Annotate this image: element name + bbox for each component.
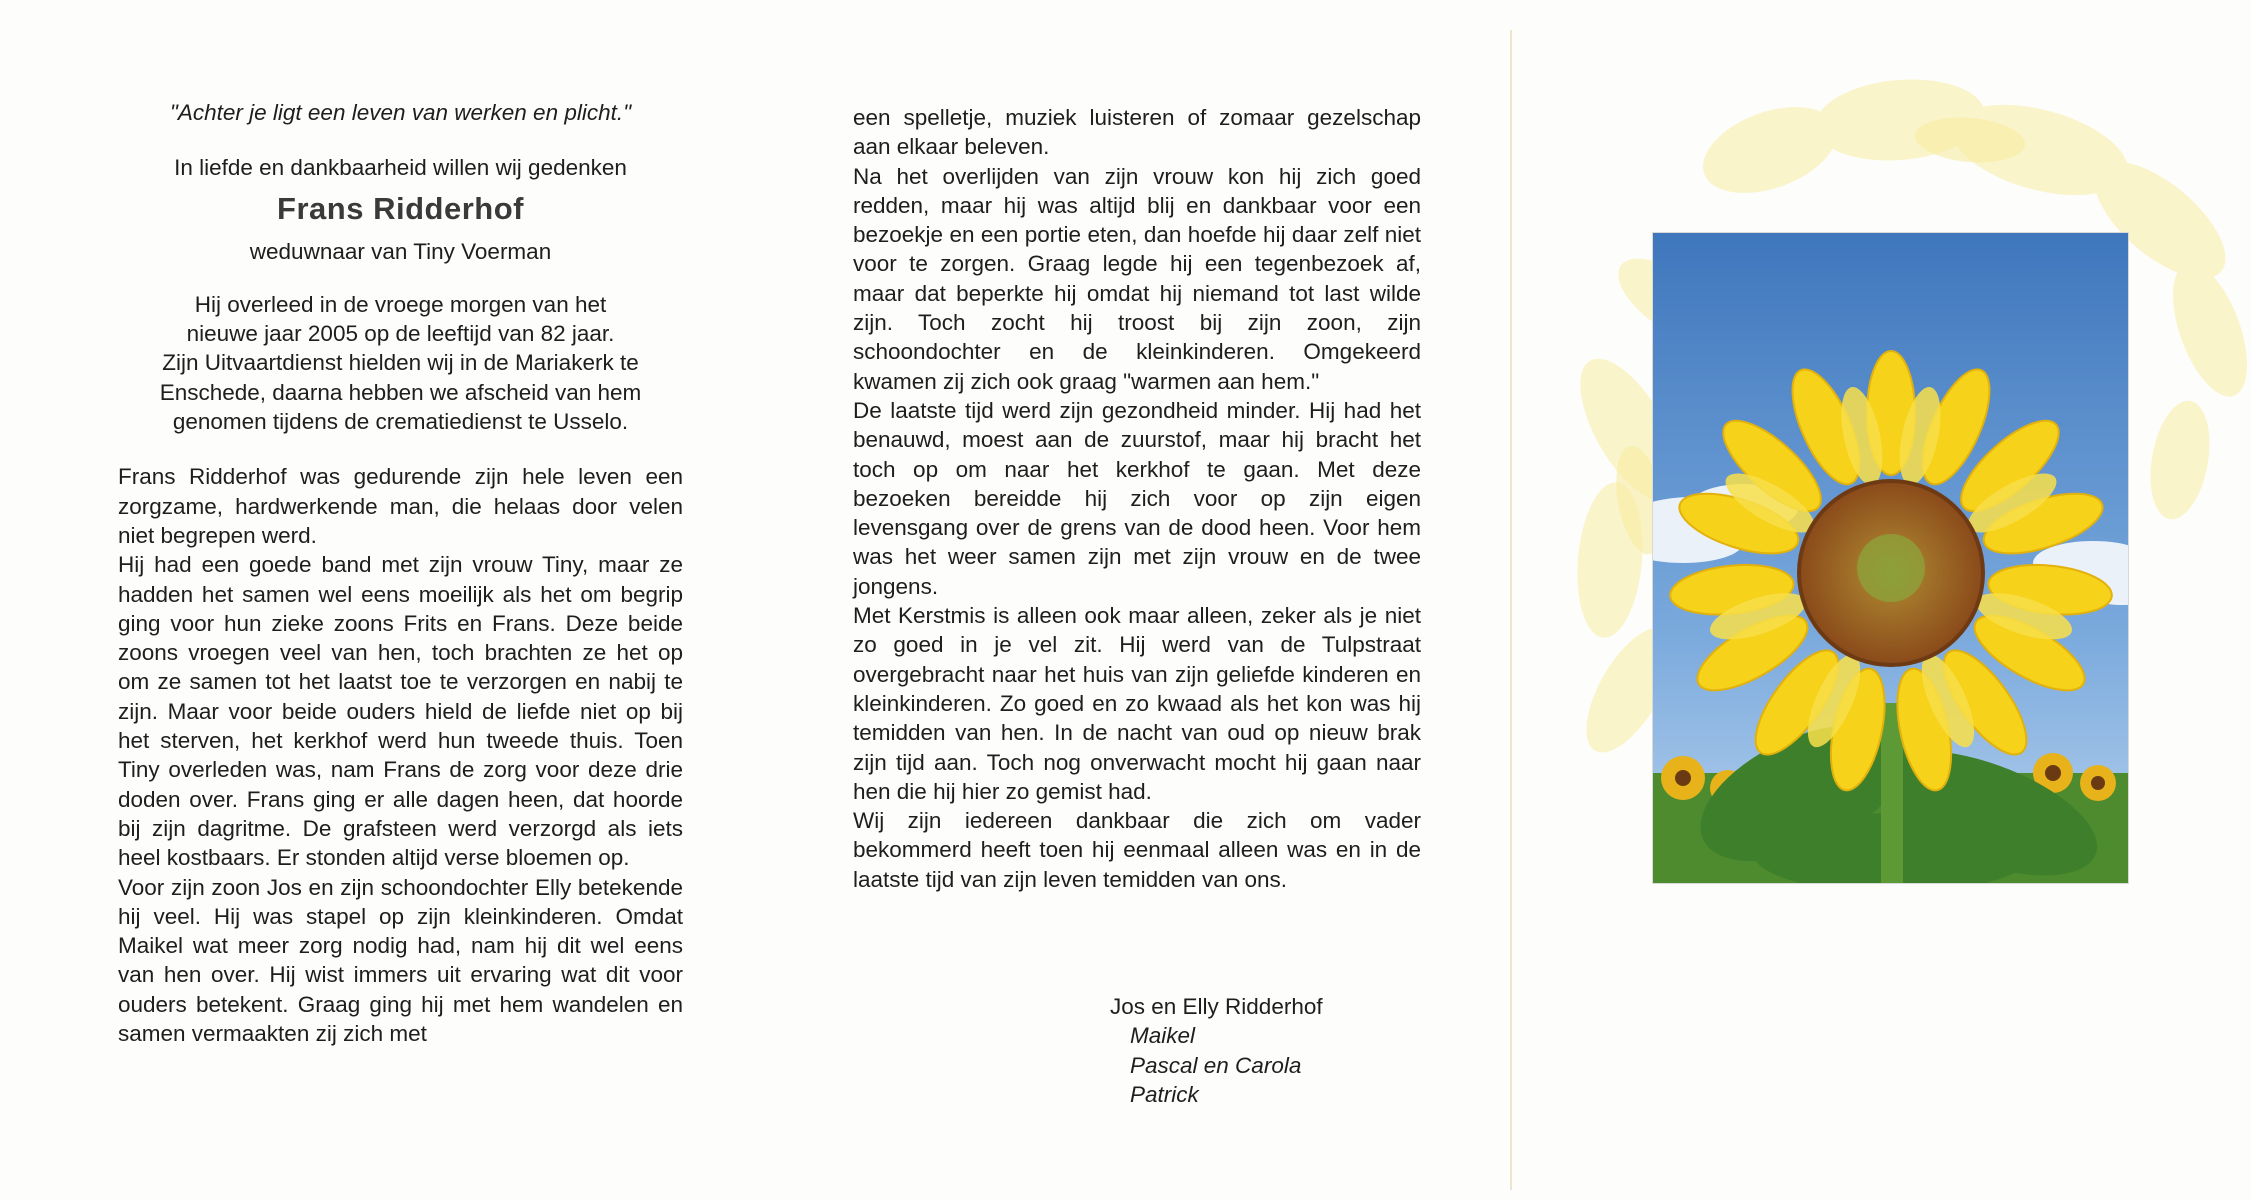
sunflower-image <box>1653 233 2128 883</box>
intro-text: In liefde en dankbaarheid willen wij gedenken <box>174 155 627 181</box>
family-signature <box>1110 992 1323 1109</box>
biography-paragraph: Na het overlijden van zijn vrouw kon hij zich goed redden, maar hij was altijd blij en dankbaar voor een bezoekje en een portie eten, dan hoefde hij daar zelf niet voor te zorgen. Graag legde hij een tegenbezoek af, maar dat beperkte hij omdat hij niemand tot last wilde zijn. Toch zocht hij troost bij zijn zoon, zijn schoondochter en de kleinkinderen. Omgekeerd kwamen zij zich ook graag "warmen aan hem." <box>853 163 1421 394</box>
death-line: Enschede, daarna hebben we afscheid van hem <box>159 379 642 405</box>
motto-quote: "Achter je ligt een leven van werken en plicht." <box>169 100 632 125</box>
biography-left <box>118 462 683 1048</box>
biography-middle <box>853 103 1421 806</box>
biography-paragraph: Hij had een goede band met zijn vrouw Tiny, maar ze hadden het samen wel eens moeilijk als het om begrip ging voor hun zieke zoons Frits en Frans. Deze beide zoons vroegen veel van hen, toch brachten ze het op om ze samen tot het laatst toe te verzorgen en nabij te zijn. Maar voor beide ouders hield de liefde niet op bij het sterven, het kerkhof werd hun tweede thuis. Toen Tiny overleden was, nam Frans de zorg voor deze drie doden over. Frans ging er alle dagen heen, dat hoorde bij zijn dagritme. De grafsteen werd verzorgd als iets heel kostbaars. Er stonden altijd verse bloemen op. <box>118 552 683 871</box>
widower-of-text: weduwnaar van Tiny Voerman <box>249 238 552 264</box>
card-fold-line <box>1510 30 1512 1190</box>
deceased-name: Frans Ridderhof <box>277 190 524 226</box>
signature-name: Maikel <box>1130 1023 1196 1049</box>
biography-paragraph: Frans Ridderhof was gedurende zijn hele leven een zorgzame, hardwerkende man, die helaas door velen niet begrepen werd. <box>118 464 683 548</box>
signature-main: Jos en Elly Ridderhof <box>1110 994 1323 1019</box>
biography-paragraph: Met Kerstmis is alleen ook maar alleen, zeker als je niet zo goed in je vel zit. Hij werd van de Tulpstraat overgebracht naar het huis van zijn geliefde kinderen en kleinkinderen. Zo goed en zo kwaad als het kon was hij temidden van hen. In de nacht van oud op nieuw brak zijn tijd aan. Toch nog onverwacht mocht hij gaan naar hen die hij hier zo gemist had. <box>853 603 1421 804</box>
biography-paragraph: Voor zijn zoon Jos en zijn schoondochter Elly betekende hij veel. Hij was stapel op zijn kleinkinderen. Omdat Maikel wat meer zorg nodig had, nam hij dit wel eens van hen over. Hij wist immers uit ervaring wat dit voor ouders betekent. Graag ging hij met hem wandelen en samen vermaakten zij zich met <box>118 874 683 1047</box>
death-line: Zijn Uitvaartdienst hielden wij in de Mariakerk te <box>162 350 639 376</box>
left-column <box>118 98 683 1048</box>
thanks-paragraph: Wij zijn iedereen dankbaar die zich om vader bekommerd heeft toen hij eenmaal alleen was en in de laatste tijd van zijn leven temidden van ons. <box>853 808 1421 892</box>
death-line: Hij overleed in de vroege morgen van het <box>194 291 607 317</box>
signature-name: Pascal en Carola <box>1130 1052 1302 1078</box>
signature-name: Patrick <box>1130 1081 1199 1107</box>
death-line: genomen tijdens de crematiedienst te Usselo. <box>172 409 629 435</box>
death-line: nieuwe jaar 2005 op de leeftijd van 82 jaar. <box>186 321 615 347</box>
biography-paragraph: een spelletje, muziek luisteren of zomaar gezelschap aan elkaar beleven. <box>853 105 1421 160</box>
death-announcement <box>118 290 683 436</box>
biography-paragraph: De laatste tijd werd zijn gezondheid minder. Hij had het benauwd, moest aan de zuurstof, maar hij bracht het toch op om naar het kerkhof te gaan. Met deze bezoeken bereidde hij zich voor op zijn eigen levensgang over de grens van de dood heen. Voor hem was het weer samen zijn met zijn vrouw en de twee jongens. <box>853 397 1421 599</box>
sunflower-photo <box>1652 232 2129 884</box>
middle-column <box>853 103 1421 894</box>
